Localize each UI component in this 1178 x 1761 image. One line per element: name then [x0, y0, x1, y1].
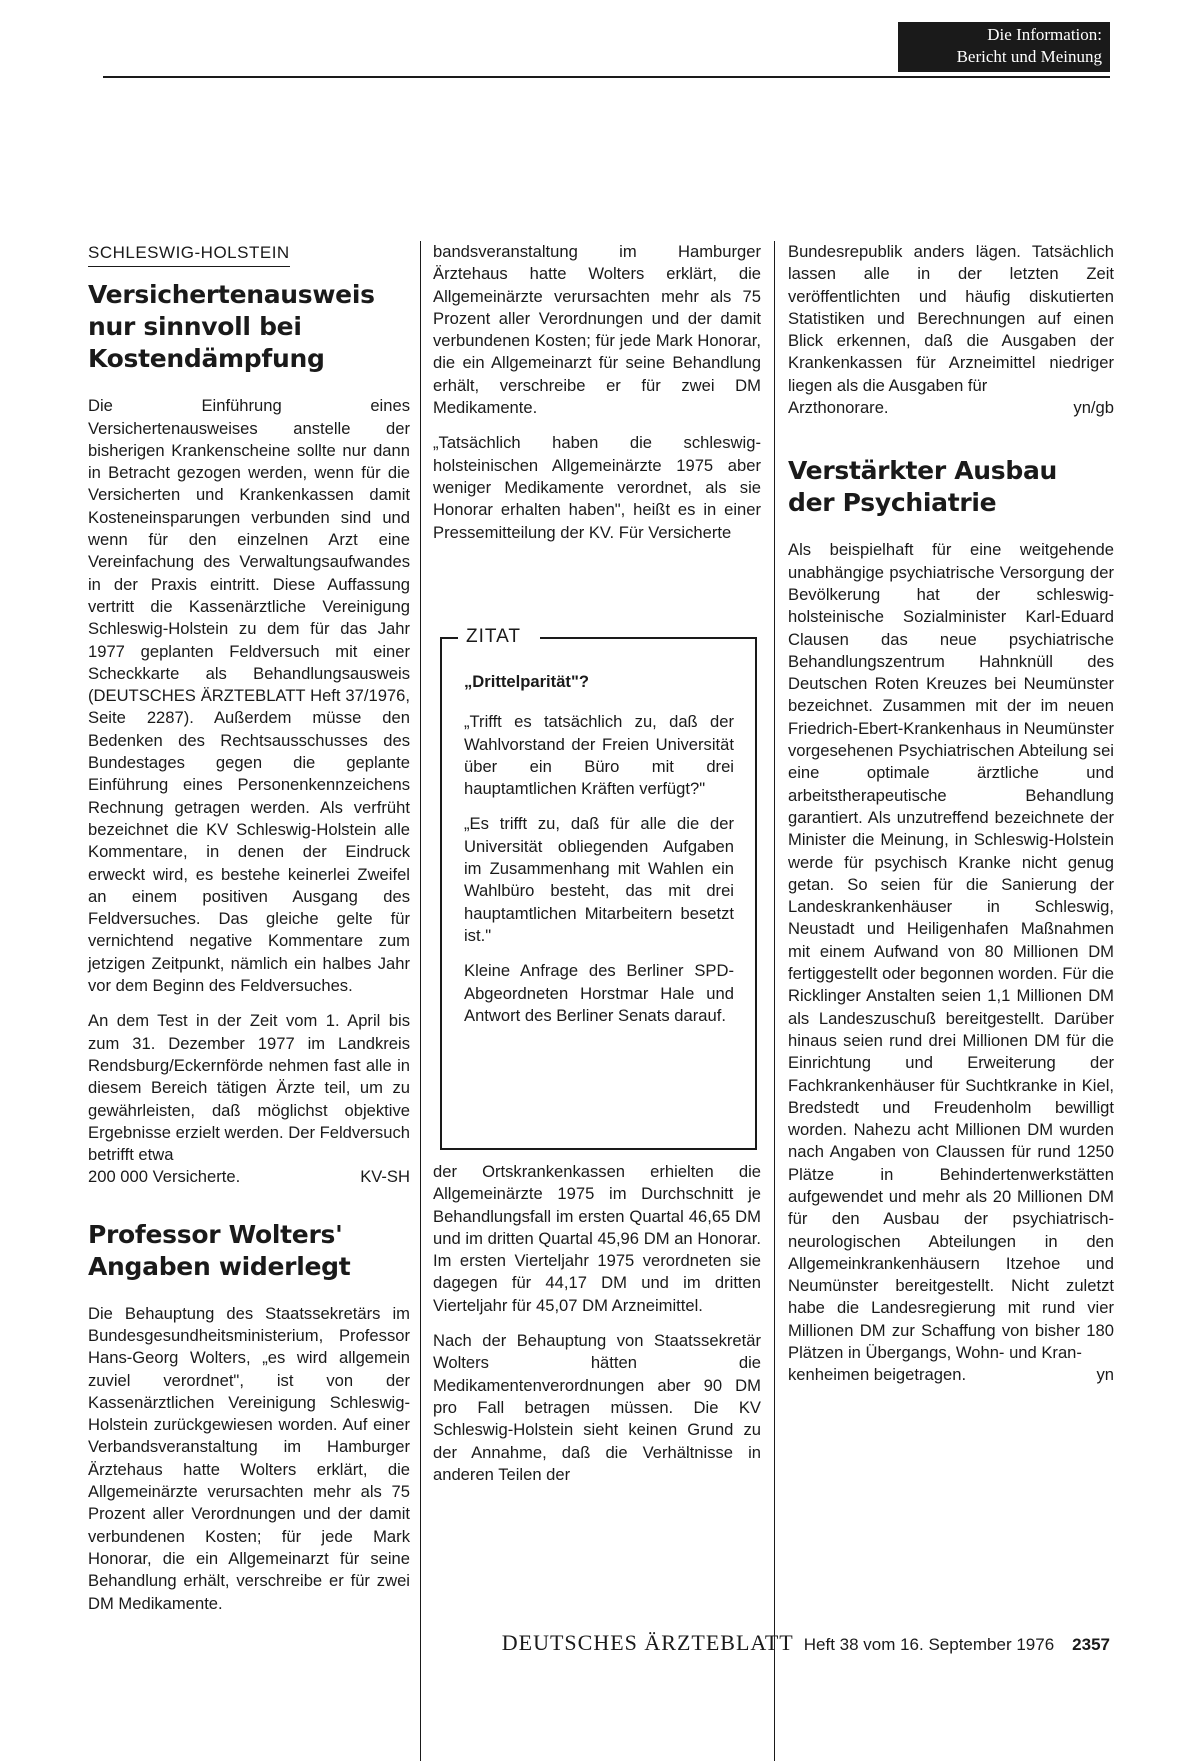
quote-source: Kleine Anfrage des Berliner SPD-Abgeordneten Horstmar Hale und Antwort des Berliner Senats darauf.	[464, 961, 734, 1025]
quote-box-label: ZITAT	[466, 626, 521, 647]
quote-box-top-right	[540, 637, 757, 639]
article2-paragraph-1: Die Behauptung des Staatssekretärs im Bundesgesundheitsministerium, Professor Hans-Georg Wolters, „es wird allgemein zuviel verordnet", ist von der Kassenärztlichen Vereinigung Schleswig-Holstein zurückgewiesen worden. Auf einer Verbandsveranstaltung im Hamburger Ärztehaus hatte Wolters erklärt, die Allgemeinärzte verursachten mehr als 75 Prozent aller Verordnungen und der damit verbundenen Kosten; für jede Mark Honorar, die ein Allgemeinarzt für seine Behandlung erhält, verschreibe er für zwei DM Medikamente.	[88, 1303, 410, 1613]
article1-signature: KV-SH	[360, 1167, 410, 1187]
column-1	[88, 242, 410, 1613]
section-header-line2: Bericht und Meinung	[956, 47, 1102, 66]
article2-paragraph-2: „Tatsächlich haben die schleswig-holsteinischen Allgemeinärzte 1975 aber weniger Medikamente verordnet, als sie Honorar erhalten haben", heißt es in einer Pressemitteilung der KV. Für Versicherte	[433, 433, 761, 542]
footer-page-number: 2357	[1072, 1635, 1110, 1654]
footer-issue: Heft 38 vom 16. September 1976	[803, 1635, 1055, 1654]
quote-box	[440, 626, 757, 1150]
column-3	[788, 241, 1114, 1387]
article2-paragraph-4: Nach der Behauptung von Staatssekretär Wolters hätten die Medikamentenverordnungen aber 90 DM pro Fall betragen müssen. Die KV Schleswig-Holstein sieht keinen Grund zu der Annahme, daß die Verhältnisse in anderen Teilen der	[433, 1331, 761, 1484]
article3-headline: Verstärkter Ausbau der Psychiatrie	[788, 456, 1058, 518]
quote-box-content	[464, 671, 734, 1040]
quote-answer: „Es trifft zu, daß für alle die der Universität obliegenden Aufgaben im Zusammenhang mit Wahlen ein Wahlbüro besteht, das mit drei hauptamtlichen Mitarbeitern besetzt ist."	[464, 814, 734, 945]
quote-title: „Drittelparität"?	[464, 672, 589, 691]
footer-journal-name: DEUTSCHES ÄRZTEBLATT	[501, 1630, 794, 1655]
section-header	[898, 22, 1110, 72]
article3-signature: yn	[1096, 1365, 1114, 1385]
column-2	[433, 241, 761, 557]
article1-paragraph-2: An dem Test in der Zeit vom 1. April bis zum 31. Dezember 1977 im Landkreis Rendsburg/Eckernförde nehmen fast alle in diesem Bereich tätigen Ärzte teil, um zu gewährleisten, daß möglichst objektive Ergebnisse erzielt werden. Der Feldversuch betrifft etwa	[88, 1011, 410, 1165]
article2-headline: Professor Wolters' Angaben widerlegt	[88, 1219, 351, 1281]
page-footer	[420, 1630, 1110, 1656]
quote-question: „Trifft es tatsächlich zu, daß der Wahlvorstand der Freien Universität über ein Büro mit drei hauptamtlichen Kräften verfügt?"	[464, 712, 734, 799]
column-rule-1	[420, 241, 421, 1761]
article2-paragraph-4-continued: Bundesrepublik anders lägen. Tatsächlich lassen alle in der letzten Zeit veröffentlichten und häufig diskutierten Statistiken und Berechnungen auf einen Blick erkennen, daß die Ausgaben der Krankenkassen für Arzneimittel niedriger liegen als die Ausgaben für	[788, 242, 1114, 395]
article1-paragraph-2-end: 200 000 Versicherte.	[88, 1167, 241, 1187]
section-header-line1: Die Information:	[987, 25, 1102, 44]
article1-kicker: SCHLESWIG-HOLSTEIN	[88, 242, 290, 267]
article1-headline: Versichertenausweis nur sinnvoll bei Kostendämpfung	[88, 280, 375, 374]
header-rule	[103, 76, 1110, 78]
article2-paragraph-1-continued: bandsveranstaltung im Hamburger Ärztehaus hatte Wolters erklärt, die Allgemeinärzte verursachten mehr als 75 Prozent aller Verordnungen und der damit verbundenen Kosten; für jede Mark Honorar, die ein Allgemeinarzt für seine Behandlung erhält, verschreibe er für zwei DM Medikamente.	[433, 242, 761, 418]
article1-paragraph-1: Die Einführung eines Versichertenausweises anstelle der bisherigen Krankenscheine sollte nur dann in Betracht gezogen werden, wenn für die Versicherten und Krankenkassen damit Kosteneinsparungen verbunden sind und wenn für den einzelnen Arzt eine Vereinfachung des Verwaltungsaufwandes in der Praxis eintritt. Diese Auffassung vertritt die Kassenärztliche Vereinigung Schleswig-Holstein zu dem für das Jahr 1977 geplanten Feldversuch mit einer Scheckkarte als Behandlungsausweis (DEUTSCHES ÄRZTEBLATT Heft 37/1976, Seite 2287). Außerdem müsse den Bedenken des Rechtsausschusses des Bundestages gegen die geplante Einführung eines Personenkennzeichens Rechnung getragen werden. Als verfrüht bezeichnet die KV Schleswig-Holstein alle Kommentare, in denen der Eindruck erweckt wird, es bestehe keinerlei Zweifel an einem positiven Ausgang des Feldversuches. Das gleiche gelte für vernichtend negative Kommentare zum jetzigen Zeitpunkt, nämlich ein halbes Jahr vor dem Beginn des Feldversuches.	[88, 396, 410, 996]
column-2-lower	[433, 1161, 761, 1499]
article2-paragraph-3: der Ortskrankenkassen erhielten die Allgemeinärzte 1975 im Durchschnitt je Behandlungsfall im ersten Quartal 46,65 DM und im dritten Quartal 45,96 DM an Honorar. Im ersten Vierteljahr 1975 verordneten sie dagegen für 44,17 DM und im dritten Vierteljahr für 45,07 DM Arzneimittel.	[433, 1162, 761, 1315]
article3-paragraph-1-end: kenheimen beigetragen.	[788, 1365, 967, 1385]
column-rule-2	[774, 241, 775, 1761]
article2-paragraph-4-end: Arzthonorare.	[788, 398, 889, 418]
article3-paragraph-1: Als beispielhaft für eine weitgehende unabhängige psychiatrische Versorgung der Bevölkerung hat der schleswig-holsteinische Sozialminister Karl-Eduard Clausen das neue psychiatrische Behandlungszentrum Hahnknüll des Deutschen Roten Kreuzes bei Neumünster bezeichnet. Zusammen mit der im neuen Friedrich-Ebert-Krankenhaus in Neumünster vorgesehenen Psychiatrischen Abteilung sei eine optimale ärztliche und arbeitstherapeutische Behandlung garantiert. Als unzutreffend bezeichnete der Minister die Meinung, in Schleswig-Holstein werde für psychisch Kranke nicht genug getan. So seien für die Sanierung der Landeskrankenhäuser in Schleswig, Neustadt und Heiligenhafen Maßnahmen mit einem Aufwand von 80 Millionen DM fertiggestellt oder begonnen worden. Für die Ricklinger Anstalten seien 1,1 Millionen DM als Landeszuschuß bereitgestellt. Darüber hinaus seien rund drei Millionen DM für die Einrichtung und Erweiterung der Fachkrankenhäuser für Suchtkranke in Kiel, Bredstedt und Freudenholm bewilligt worden. Nahezu acht Millionen DM wurden nach Angaben von Claussen für rund 1250 Plätze in Behindertenwerkstätten aufgewendet und mehr als 20 Millionen DM für den Ausbau der psychiatrisch-neurologischen Abteilungen in den Allgemeinkrankenhäusern Itzehoe und Neumünster bereitgestellt. Nicht zuletzt habe die Landesregierung mit rund vier Millionen DM zur Schaffung von bisher 180 Plätzen in Übergangs, Wohn- und Kran-	[788, 540, 1114, 1363]
article2-signature: yn/gb	[1073, 398, 1114, 418]
quote-box-top-left	[440, 637, 458, 639]
